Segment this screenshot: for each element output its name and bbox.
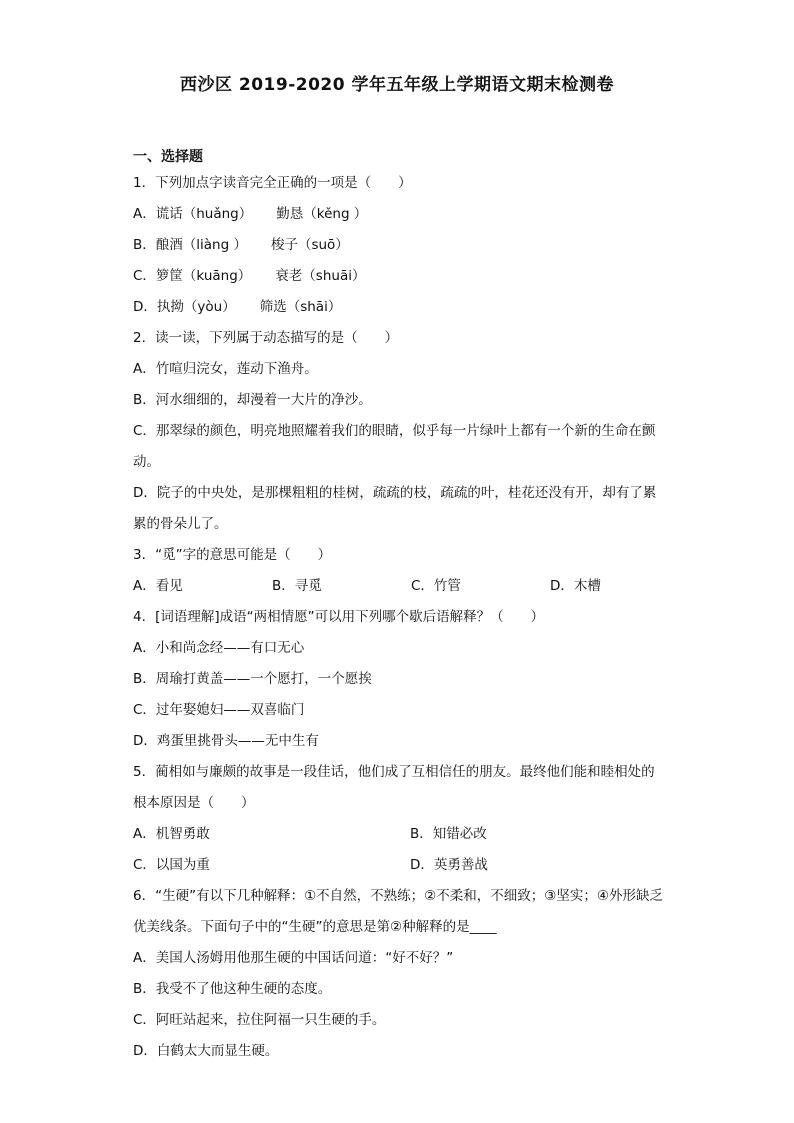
question-6-option-a: A．美国人汤姆用他那生硬的中国话问道：“好不好？” <box>133 950 454 966</box>
question-3-option-b: B．寻觅 <box>272 578 322 594</box>
question-4-option-c: C．过年娶媳妇——双喜临门 <box>133 702 305 718</box>
question-5-option-c: C．以国为重 <box>133 857 210 873</box>
question-2-option-b: B．河水细细的，却漫着一大片的净沙。 <box>133 392 372 408</box>
question-3-option-c: C．竹管 <box>411 578 461 594</box>
question-1-option-d: D．执拗（yòu） 筛选（shāi） <box>133 299 342 315</box>
question-5-options-row-2 <box>133 850 663 881</box>
question-1-stem: 1．下列加点字读音完全正确的一项是（ ） <box>133 175 412 191</box>
question-4-option-d: D．鸡蛋里挑骨头——无中生有 <box>133 733 319 749</box>
question-6-option-c: C．阿旺站起来，拉住阿福一只生硬的手。 <box>133 1012 386 1028</box>
question-2-option-c: C．那翠绿的颜色，明亮地照耀着我们的眼睛，似乎每一片绿叶上都有一个新的生命在颤动。 <box>133 423 656 470</box>
question-6-option-d: D．白鹤太大而显生硬。 <box>133 1043 279 1059</box>
question-3-options <box>133 571 663 602</box>
question-3-stem: 3．“觅”字的意思可能是（ ） <box>133 547 332 563</box>
question-5-option-b: B．知错必改 <box>410 826 487 842</box>
question-1-option-a: A．谎话（huǎng） 勤恳（kěng ） <box>133 206 368 222</box>
question-2-option-d: D．院子的中央处，是那棵粗粗的桂树，疏疏的枝，疏疏的叶，桂花还没有开，却有了累累的骨朵儿了。 <box>133 485 657 532</box>
question-5-option-a: A．机智勇敢 <box>133 826 210 842</box>
question-3-option-a: A．看见 <box>133 578 183 594</box>
question-4-option-b: B．周瑜打黄盖——一个愿打，一个愿挨 <box>133 671 372 687</box>
page-title: 西沙区 2019-2020 学年五年级上学期语文期末检测卷 <box>179 75 615 95</box>
question-2-stem: 2．读一读，下列属于动态描写的是（ ） <box>133 330 399 346</box>
question-6-option-b: B．我受不了他这种生硬的态度。 <box>133 981 332 997</box>
question-2-option-a: A．竹喧归浣女，莲动下渔舟。 <box>133 361 318 377</box>
question-list <box>133 168 663 1067</box>
question-5-option-d: D．英勇善战 <box>410 857 488 873</box>
section-heading: 一、选择题 <box>133 149 203 165</box>
question-1-option-b: B．酿酒（liàng ） 梭子（suō） <box>133 237 349 253</box>
question-3-option-d: D．木槽 <box>550 578 601 594</box>
question-6-stem: 6．“生硬”有以下几种解释：①不自然，不熟练；②不柔和，不细致；③坚实；④外形缺乏优美线条。下面句子中的“生硬”的意思是第②种解释的是____ <box>133 888 663 935</box>
question-1-option-c: C．箩筐（kuāng） 衰老（shuāi） <box>133 268 366 284</box>
question-5-stem: 5．蔺相如与廉颇的故事是一段佳话，他们成了互相信任的朋友。最终他们能和睦相处的根本原因是（ ） <box>133 764 655 811</box>
question-4-stem: 4．[词语理解]成语“两相情愿”可以用下列哪个歇后语解释？（ ） <box>133 609 545 625</box>
question-5-options-row-1 <box>133 819 663 850</box>
question-4-option-a: A．小和尚念经——有口无心 <box>133 640 305 656</box>
